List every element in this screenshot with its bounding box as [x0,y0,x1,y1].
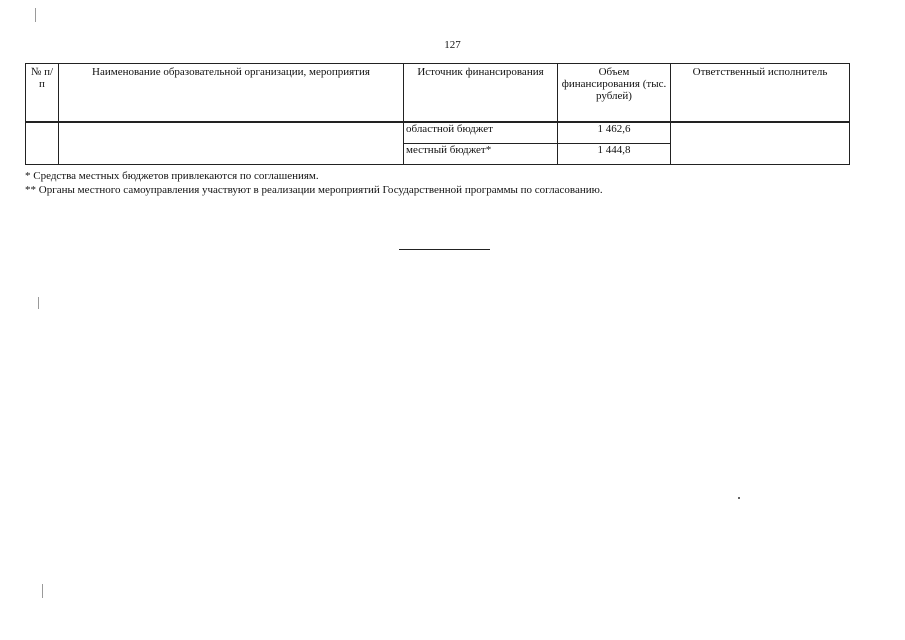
table-header-row [26,64,850,123]
header-organization-name: Наименование образовательной организации, мероприятия [59,64,404,123]
footnote-local-government: ** Органы местного самоуправления участвуют в реализации мероприятий Государственной программы по согласованию. [25,184,603,196]
cell-number [26,122,59,165]
header-responsible-executor: Ответственный исполнитель [671,64,850,123]
end-separator-line [399,249,490,250]
cell-amount: 1 462,6 [558,122,671,144]
cell-source: областной бюджет [404,122,558,144]
cell-source: местный бюджет* [404,144,558,165]
footnotes [25,169,603,197]
cell-organization-name [59,122,404,165]
table-row [26,122,850,144]
funding-table [25,63,850,165]
header-funding-volume: Объем финансирования (тыс. рублей) [558,64,671,123]
cell-amount: 1 444,8 [558,144,671,165]
scan-mark [35,8,36,22]
page-number: 127 [444,39,461,51]
scan-dot [738,497,740,499]
scan-mark [42,584,43,598]
header-funding-source: Источник финансирования [404,64,558,123]
footnote-local-budgets: * Средства местных бюджетов привлекаются по соглашениям. [25,170,319,182]
cell-executor [671,122,850,165]
header-number: № п/п [26,64,59,123]
scan-mark [38,297,39,309]
